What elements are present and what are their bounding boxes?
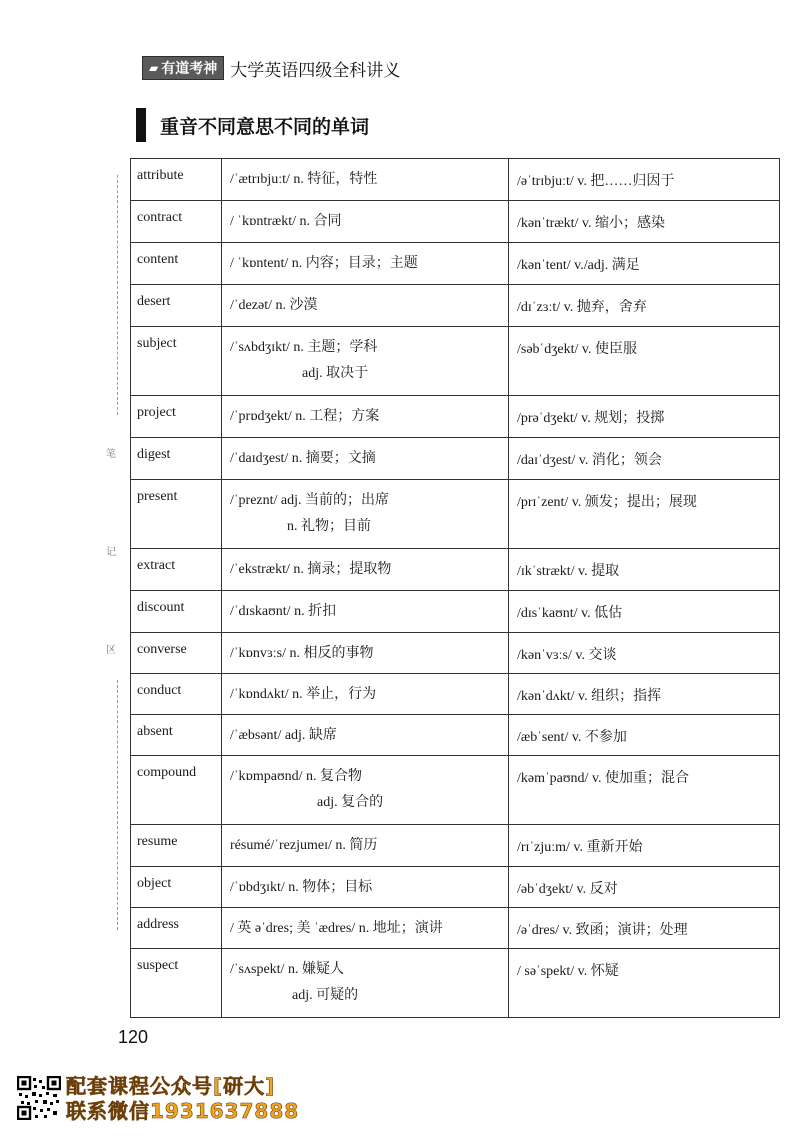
word-cell: address [131,908,222,949]
word-cell: discount [131,591,222,633]
table-row [131,825,780,867]
noun-definition: /ˈprɒdʒekt/ n. 工程；方案 [230,409,380,424]
noun-cell [222,867,509,908]
verb-cell: /daɪˈdʒest/ v. 消化；领会 [509,438,780,480]
noun-definition: n. 礼物；目前 [287,519,371,534]
table-row [131,908,780,949]
verb-cell: /dɪsˈkaʊnt/ v. 低估 [509,591,780,633]
margin-divider-mid [117,680,118,930]
noun-definition: /ˈsʌspekt/ n. 嫌疑人 [230,962,344,977]
verb-cell: /səbˈdʒekt/ v. 使臣服 [509,327,780,396]
noun-cell [222,159,509,201]
noun-cell [222,949,509,1018]
noun-cell [222,438,509,480]
margin-note-char: 区 [106,645,116,656]
table-row [131,674,780,715]
section-title: 重音不同意思不同的单词 [160,115,370,138]
table-row [131,715,780,756]
noun-cell [222,285,509,327]
table-row [131,867,780,908]
margin-divider-top [117,175,118,415]
noun-definition: /ˈætrɪbjuːt/ n. 特征，特性 [230,172,378,187]
noun-cell [222,715,509,756]
noun-cell [222,633,509,674]
table-row [131,756,780,825]
table-row [131,633,780,674]
word-cell: desert [131,285,222,327]
table-row [131,159,780,201]
section-heading [136,108,369,142]
noun-cell [222,327,509,396]
verb-cell: /prəˈdʒekt/ v. 规划；投掷 [509,396,780,438]
verb-cell: /kənˈtent/ v./adj. 满足 [509,243,780,285]
noun-cell [222,201,509,243]
noun-cell [222,243,509,285]
adj-definition: /ˈæbsənt/ adj. 缺席 [230,728,337,743]
word-cell: object [131,867,222,908]
noun-definition: /ˈdezət/ n. 沙漠 [230,298,318,313]
word-cell: subject [131,327,222,396]
word-cell: content [131,243,222,285]
noun-definition: /ˈɒbdʒɪkt/ n. 物体；目标 [230,880,373,895]
word-cell: converse [131,633,222,674]
noun-definition: /ˈekstrækt/ n. 摘录；提取物 [230,562,392,577]
word-cell: digest [131,438,222,480]
word-cell: attribute [131,159,222,201]
noun-cell [222,396,509,438]
verb-cell: / səˈspekt/ v. 怀疑 [509,949,780,1018]
noun-cell [222,756,509,825]
book-title: 大学英语四级全科讲义 [230,60,401,81]
promo-banner [66,1074,299,1124]
margin-note-char: 笔 [106,449,116,460]
noun-cell [222,674,509,715]
word-cell: present [131,480,222,549]
noun-cell [222,825,509,867]
table-row [131,480,780,549]
word-cell: compound [131,756,222,825]
noun-definition: /ˈkɒndʌkt/ n. 举止，行为 [230,687,377,702]
table-row [131,243,780,285]
publisher-logo [142,56,224,80]
verb-cell: /kənˈvɜːs/ v. 交谈 [509,633,780,674]
promo-line-contact: 联系微信1931637888 [66,1099,300,1123]
verb-cell: /kənˈtrækt/ v. 缩小；感染 [509,201,780,243]
word-cell: conduct [131,674,222,715]
table-row [131,949,780,1018]
page-header [142,55,400,81]
noun-cell [222,591,509,633]
verb-cell: /əˈtrɪbjuːt/ v. 把……归因于 [509,159,780,201]
verb-cell: /kənˈdʌkt/ v. 组织；指挥 [509,674,780,715]
word-cell: extract [131,549,222,591]
noun-cell [222,908,509,949]
table-row [131,327,780,396]
word-cell: contract [131,201,222,243]
noun-cell [222,480,509,549]
verb-cell: /əbˈdʒekt/ v. 反对 [509,867,780,908]
vocabulary-table [130,158,780,1018]
adj-definition: adj. 取决于 [302,366,369,381]
verb-cell: /ɪkˈstrækt/ v. 提取 [509,549,780,591]
promo-line-course: 配套课程公众号[研大] [66,1074,276,1098]
noun-definition: /ˈdaɪdʒest/ n. 摘要；文摘 [230,451,376,466]
verb-cell: /əˈdres/ v. 致函；演讲；处理 [509,908,780,949]
noun-definition: /ˈkɒnvɜːs/ n. 相反的事物 [230,646,374,661]
word-cell: project [131,396,222,438]
margin-note-char: 记 [106,547,116,558]
table-row [131,201,780,243]
table-row [131,438,780,480]
publisher-logo-text: 有道考神 [161,61,218,77]
qr-code-icon [17,1076,61,1120]
verb-cell: /dɪˈzɜːt/ v. 抛弃，舍弃 [509,285,780,327]
table-row [131,396,780,438]
adj-definition: /ˈpreznt/ adj. 当前的；出席 [230,493,390,508]
adj-definition: adj. 可疑的 [292,988,359,1003]
verb-cell: /kəmˈpaʊnd/ v. 使加重；混合 [509,756,780,825]
noun-definition: résumé/ˈrezjumeɪ/ n. 简历 [230,838,378,853]
table-row [131,285,780,327]
table-row [131,591,780,633]
noun-definition: /ˈdɪskaʊnt/ n. 折扣 [230,604,337,619]
verb-cell: /prɪˈzent/ v. 颁发；提出；展现 [509,480,780,549]
noun-definition: /ˈkɒmpaʊnd/ n. 复合物 [230,769,363,784]
word-cell: resume [131,825,222,867]
noun-definition: /ˈsʌbdʒɪkt/ n. 主题；学科 [230,340,378,355]
section-bar [136,108,146,142]
page-number: 120 [118,1027,149,1047]
book-icon: ▰ [149,61,159,75]
noun-definition: / ˈkɒntrækt/ n. 合同 [230,214,342,229]
word-cell: absent [131,715,222,756]
adj-definition: adj. 复合的 [317,795,384,810]
word-cell: suspect [131,949,222,1018]
verb-cell: /rɪˈzjuːm/ v. 重新开始 [509,825,780,867]
noun-definition: / 英 əˈdres; 美 ˈædres/ n. 地址；演讲 [230,921,443,936]
table-row [131,549,780,591]
noun-cell [222,549,509,591]
verb-cell: /æbˈsent/ v. 不参加 [509,715,780,756]
noun-definition: / ˈkɒntent/ n. 内容；目录；主题 [230,256,418,271]
